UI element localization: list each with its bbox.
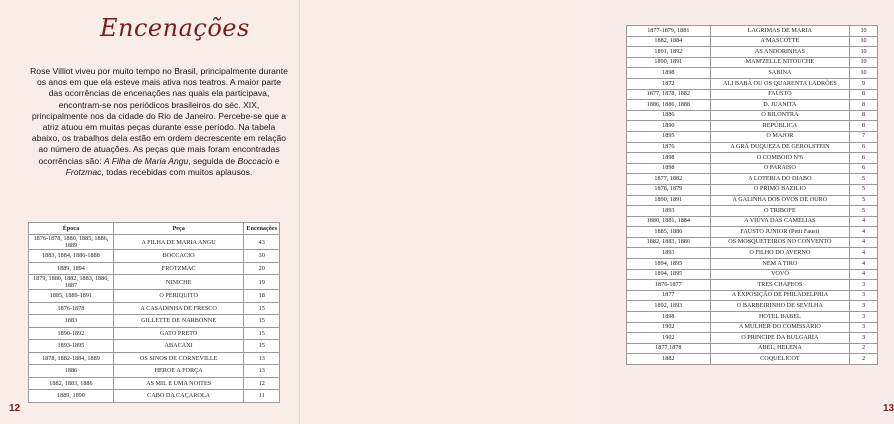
cell-encenacoes: 6 <box>850 142 878 153</box>
table-row <box>627 301 878 312</box>
table-row <box>29 235 280 250</box>
table-row <box>627 333 878 344</box>
cell-encenacoes: 8 <box>850 100 878 111</box>
cell-peca: OS SINOS DE CORNEVILLE <box>113 352 244 365</box>
cell-encenacoes: 6 <box>850 153 878 164</box>
cell-epoca: 1893 <box>627 206 711 217</box>
cell-peca: O BILONTRA <box>710 110 849 121</box>
table-row <box>627 343 878 354</box>
cell-encenacoes: 9 <box>850 78 878 89</box>
table-row <box>29 327 280 340</box>
cell-epoca: 1872 <box>627 78 711 89</box>
table-row <box>29 340 280 353</box>
cell-encenacoes: 3 <box>850 322 878 333</box>
header-row <box>29 223 280 235</box>
cell-encenacoes: 3 <box>850 290 878 301</box>
cell-epoca: 1894, 1895 <box>627 269 711 280</box>
cell-epoca: 1889, 1890 <box>29 390 114 403</box>
cell-encenacoes: 12 <box>244 377 280 390</box>
cell-peca: A GALINHA DOS OVOS DE OURO <box>710 195 849 206</box>
cell-epoca: 1877-1879, 1881 <box>627 26 711 37</box>
cell-encenacoes: 5 <box>850 184 878 195</box>
cell-encenacoes: 13 <box>244 365 280 378</box>
cell-peca: NEM A TIRO <box>710 259 849 270</box>
cell-encenacoes: 5 <box>850 195 878 206</box>
cell-epoca: 1886, 1886, 1888 <box>627 100 711 111</box>
cell-epoca: 1878, 1882-1884, 1889 <box>29 352 114 365</box>
cell-peca: BOCCACIO <box>113 250 244 263</box>
table-row <box>29 302 280 315</box>
cell-epoca: 1876 <box>627 142 711 153</box>
cell-peca: O FILHO DO AVERNO <box>710 248 849 259</box>
table-row <box>627 206 878 217</box>
cell-peca: A VIÚVA DAS CAMELIAS <box>710 216 849 227</box>
cell-encenacoes: 4 <box>850 259 878 270</box>
cell-epoca: 1898 <box>627 153 711 164</box>
table-row <box>627 100 878 111</box>
performances-table-left <box>28 222 280 403</box>
cell-encenacoes: 3 <box>850 301 878 312</box>
cell-encenacoes: 3 <box>850 280 878 291</box>
table-row <box>627 68 878 79</box>
table-row <box>627 121 878 132</box>
cell-peca: FROTZMAC <box>113 262 244 275</box>
table-row <box>627 322 878 333</box>
cell-epoca: 1879, 1880, 1882, 1883, 1886, 1887 <box>29 275 114 290</box>
cell-peca: FAUSTO JUNIOR (Petit Faust) <box>710 227 849 238</box>
table-row <box>627 290 878 301</box>
cell-peca: VOVÓ <box>710 269 849 280</box>
table-row <box>627 269 878 280</box>
cell-epoca: 1883, 1884, 1886-1888 <box>29 250 114 263</box>
table-row <box>627 36 878 47</box>
intro-play-1: A Filha de Maria Angu <box>103 155 189 166</box>
cell-peca: HOTEL BABEL <box>710 312 849 323</box>
table-row <box>29 377 280 390</box>
table-row <box>29 352 280 365</box>
table-row <box>627 153 878 164</box>
cell-peca: O PARAISO <box>710 163 849 174</box>
table-row <box>627 47 878 58</box>
cell-peca: A MASCOTTE <box>710 36 849 47</box>
cell-encenacoes: 11 <box>244 390 280 403</box>
cell-epoca: 1886 <box>29 365 114 378</box>
cell-encenacoes: 8 <box>850 110 878 121</box>
cell-peca: O PERIQUITO <box>113 290 244 303</box>
header-epoca: Época <box>29 223 114 235</box>
cell-peca: CABO DA CAÇAROLA <box>113 390 244 403</box>
cell-epoca: 1885, 1889-1891 <box>29 290 114 303</box>
cell-epoca: 1890-1892 <box>29 327 114 340</box>
cell-peca: GILLETTE DE NARBONNE <box>113 315 244 328</box>
table-body <box>627 26 878 365</box>
cell-epoca: 1893 <box>627 248 711 259</box>
cell-encenacoes: 4 <box>850 269 878 280</box>
cell-epoca: 1902 <box>627 322 711 333</box>
right-page <box>300 0 894 424</box>
cell-epoca: 1895 <box>627 131 711 142</box>
table-row <box>627 174 878 185</box>
cell-epoca: 1898 <box>627 68 711 79</box>
cell-epoca: 1894, 1895 <box>627 259 711 270</box>
table-row <box>627 184 878 195</box>
page-number-right: 13 <box>883 403 894 414</box>
cell-epoca: 1891, 1892 <box>627 47 711 58</box>
cell-encenacoes: 15 <box>244 327 280 340</box>
cell-encenacoes: 43 <box>244 235 280 250</box>
table-row <box>627 131 878 142</box>
cell-peca: REPÚBLICA <box>710 121 849 132</box>
cell-epoca: 1876-1878 <box>29 302 114 315</box>
cell-peca: D. JUANITA <box>710 100 849 111</box>
table-row <box>627 110 878 121</box>
cell-encenacoes: 3 <box>850 333 878 344</box>
cell-peca: NINICHE <box>113 275 244 290</box>
table-row <box>627 312 878 323</box>
cell-peca: SABINA <box>710 68 849 79</box>
page-number-left: 12 <box>9 403 21 414</box>
cell-encenacoes: 6 <box>850 163 878 174</box>
table-row <box>627 195 878 206</box>
cell-epoca: 1882, 1884 <box>627 36 711 47</box>
cell-encenacoes: 30 <box>244 250 280 263</box>
cell-epoca: 1893-1895 <box>29 340 114 353</box>
table-row <box>627 78 878 89</box>
cell-peca: GATO PRETO <box>113 327 244 340</box>
cell-peca: MAM'ZELLE NITOUCHE <box>710 57 849 68</box>
intro-play-2: Boccacio <box>237 155 273 166</box>
cell-peca: O BARBEIRINHO DE SEVILHA <box>710 301 849 312</box>
cell-epoca: 1882, 1883, 1886 <box>29 377 114 390</box>
cell-peca: A FILHA DE MARIA ANGU <box>113 235 244 250</box>
table-row <box>627 227 878 238</box>
cell-peca: ALI BABÁ OU OS QUARENTA LADRÕES <box>710 78 849 89</box>
cell-epoca: 1898 <box>627 163 711 174</box>
cell-encenacoes: 18 <box>244 290 280 303</box>
header-encenacoes: Encenações <box>244 223 280 235</box>
table-header <box>29 223 280 235</box>
cell-epoca: 1889, 1894 <box>29 262 114 275</box>
cell-encenacoes: 10 <box>850 26 878 37</box>
table-row <box>627 280 878 291</box>
cell-epoca: 1877, 1882 <box>627 174 711 185</box>
cell-encenacoes: 5 <box>850 206 878 217</box>
cell-encenacoes: 15 <box>244 315 280 328</box>
cell-encenacoes: 19 <box>244 275 280 290</box>
cell-peca: COQUELICOT <box>710 354 849 365</box>
intro-paragraph <box>30 66 288 178</box>
intro-text-3: e <box>272 155 280 166</box>
cell-epoca: 1877, 1878, 1882 <box>627 89 711 100</box>
intro-play-3: Frotzmac <box>65 166 102 177</box>
cell-epoca: 1880, 1881, 1884 <box>627 216 711 227</box>
intro-text-2: , seguida de <box>188 155 238 166</box>
table-row <box>29 315 280 328</box>
table-row <box>29 390 280 403</box>
cell-encenacoes: 10 <box>850 57 878 68</box>
cell-epoca: 1890 <box>627 121 711 132</box>
cell-encenacoes: 2 <box>850 354 878 365</box>
cell-epoca: 1882, 1883, 1886 <box>627 237 711 248</box>
table-row <box>627 237 878 248</box>
cell-peca: FAUSTO <box>710 89 849 100</box>
cell-peca: ABACAXI <box>113 340 244 353</box>
cell-encenacoes: 20 <box>244 262 280 275</box>
cell-epoca: 1877,1878 <box>627 343 711 354</box>
table-row <box>627 26 878 37</box>
cell-encenacoes: 13 <box>244 352 280 365</box>
cell-peca: O COMBOIO Nº6 <box>710 153 849 164</box>
table-row <box>29 275 280 290</box>
cell-peca: O PRIMO BAZILIO <box>710 184 849 195</box>
cell-encenacoes: 15 <box>244 302 280 315</box>
cell-encenacoes: 8 <box>850 89 878 100</box>
cell-peca: A LOTERIA DO DIABO <box>710 174 849 185</box>
cell-epoca: 1877 <box>627 290 711 301</box>
cell-encenacoes: 4 <box>850 216 878 227</box>
cell-epoca: 1902 <box>627 333 711 344</box>
table-row <box>627 248 878 259</box>
table-row <box>29 290 280 303</box>
header-peca: Peça <box>113 223 244 235</box>
cell-peca: HEROE A FORÇA <box>113 365 244 378</box>
cell-epoca: 1892, 1893 <box>627 301 711 312</box>
cell-epoca: 1882 <box>627 354 711 365</box>
cell-epoca: 1885, 1886 <box>627 227 711 238</box>
cell-encenacoes: 4 <box>850 237 878 248</box>
table-row <box>29 250 280 263</box>
cell-peca: LAGRIMAS DE MARIA <box>710 26 849 37</box>
cell-peca: ABEL, HELENA <box>710 343 849 354</box>
cell-epoca: 1876-1877 <box>627 280 711 291</box>
table-row <box>627 163 878 174</box>
cell-epoca: 1878, 1879 <box>627 184 711 195</box>
cell-encenacoes: 4 <box>850 248 878 259</box>
cell-epoca: 1890, 1891 <box>627 195 711 206</box>
intro-text-4: , todas recebidas com muitos aplausos. <box>101 166 253 177</box>
page-title: Encenações <box>100 14 250 42</box>
cell-peca: A MULHER DO COMISSÁRIO <box>710 322 849 333</box>
cell-encenacoes: 10 <box>850 68 878 79</box>
cell-peca: OS MOSQUETEIROS NO CONVENTO <box>710 237 849 248</box>
cell-encenacoes: 3 <box>850 312 878 323</box>
table-row <box>627 57 878 68</box>
cell-epoca: 1890, 1891 <box>627 57 711 68</box>
cell-peca: AS ANDORINHAS <box>710 47 849 58</box>
cell-peca: TRES CHAPEOS <box>710 280 849 291</box>
cell-epoca: 1876-1878, 1880, 1885, 1886, 1889 <box>29 235 114 250</box>
table-row <box>627 259 878 270</box>
left-page <box>0 0 300 424</box>
performances-table-right <box>626 25 878 365</box>
cell-encenacoes: 10 <box>850 36 878 47</box>
cell-encenacoes: 2 <box>850 343 878 354</box>
cell-peca: O TRIBOFE <box>710 206 849 217</box>
cell-encenacoes: 15 <box>244 340 280 353</box>
cell-epoca: 1886 <box>627 110 711 121</box>
table-row <box>29 365 280 378</box>
table-row <box>627 354 878 365</box>
cell-encenacoes: 10 <box>850 47 878 58</box>
cell-peca: O MAJOR <box>710 131 849 142</box>
cell-epoca: 1898 <box>627 312 711 323</box>
cell-peca: O PRINCIPE DA BULGARIA <box>710 333 849 344</box>
table-row <box>627 142 878 153</box>
cell-peca: AS MIL E UMA NOITES <box>113 377 244 390</box>
cell-epoca: 1883 <box>29 315 114 328</box>
table-row <box>627 89 878 100</box>
cell-peca: A CASADINHA DE FRESCO <box>113 302 244 315</box>
cell-encenacoes: 4 <box>850 227 878 238</box>
table-row <box>627 216 878 227</box>
cell-peca: A EXPOSIÇÃO DE PHILADELPHIA <box>710 290 849 301</box>
cell-peca: A GRÃ DUQUEZA DE GEROLSTEIN <box>710 142 849 153</box>
table-row <box>29 262 280 275</box>
cell-encenacoes: 5 <box>850 174 878 185</box>
table-body <box>29 235 280 403</box>
intro-text-1: Rose Villiot viveu por muito tempo no Brasil, principalmente durante os anos em que ela esteve mais ativa nos teatros. A maior parte das ocorrências de encenações nas quais ela participava, encontram-se nos periódicos brasileiros do séc. XIX, principalmente nos da cidade do Rio de Janeiro. Percebe-se que a atriz atuou em muitas peças durante esse período. Na tabela abaixo, os trabalhos dela estão em ordem decrescente em relação ao número de atuações. As peças que mais foram encontradas ocorrências são: <box>30 66 288 166</box>
cell-encenacoes: 7 <box>850 131 878 142</box>
cell-encenacoes: 8 <box>850 121 878 132</box>
